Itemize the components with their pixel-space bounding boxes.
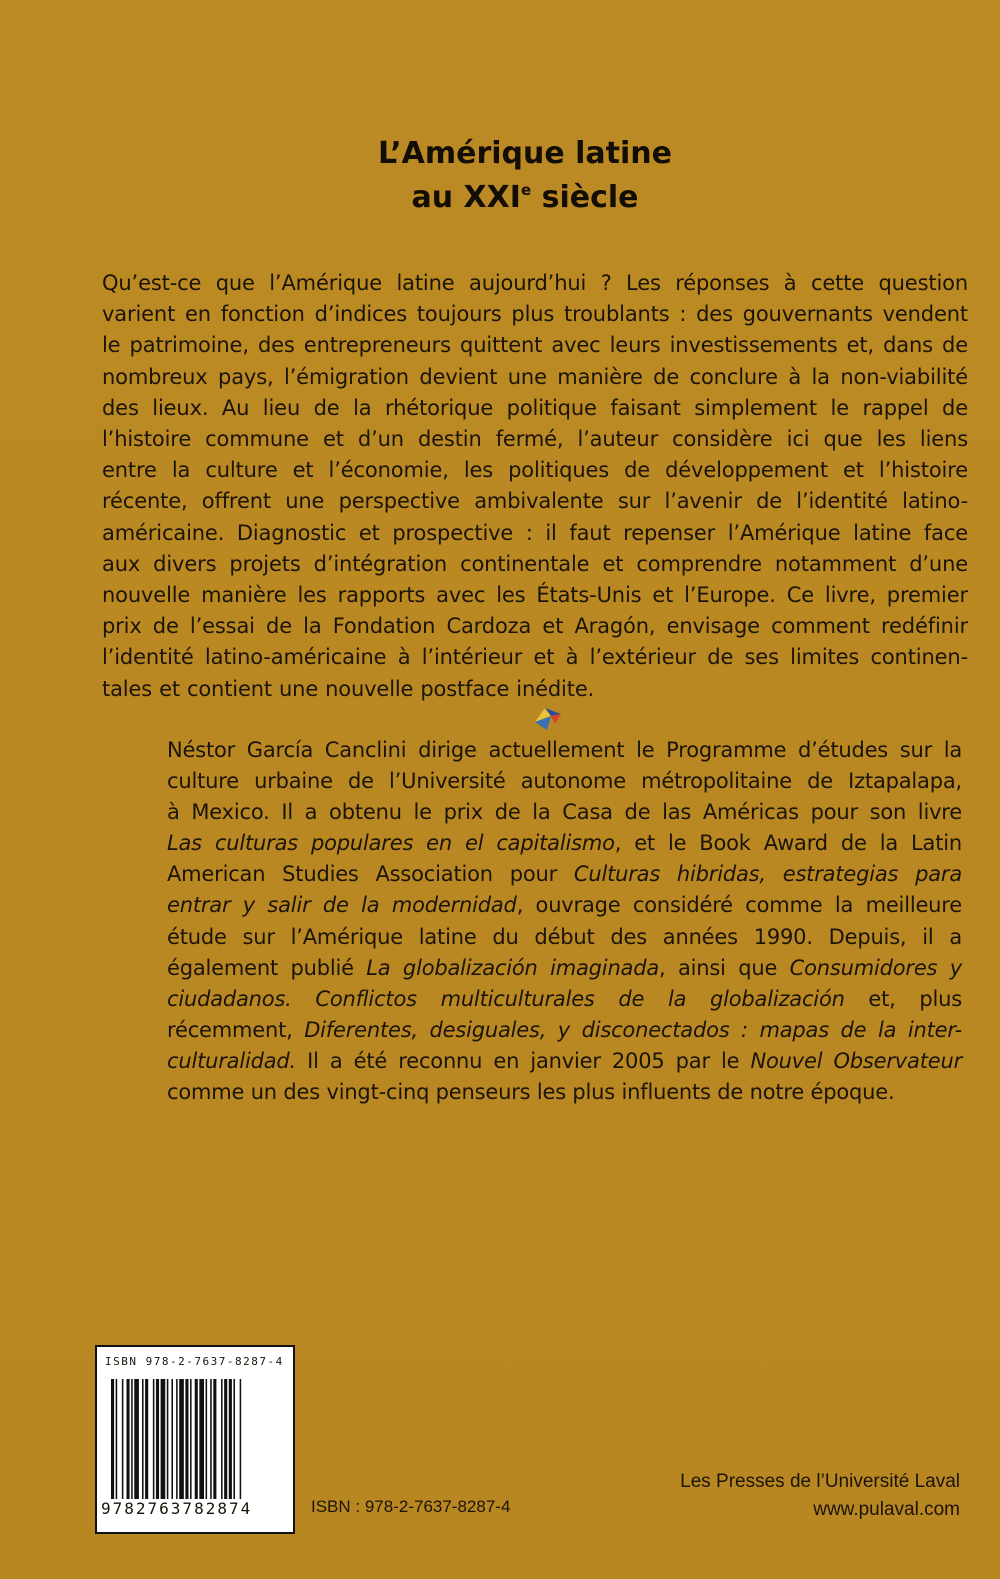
summary-line: américaine. Diagnostic et prospective : il faut repenser l’Amérique latine face — [102, 520, 968, 545]
bio-text: , et le Book Award de la Latin — [614, 831, 962, 856]
book-title-italic: Culturas hibridas, estrategias para — [573, 862, 962, 887]
bio-text: American Studies Association pour — [167, 862, 574, 887]
barcode-bar — [134, 1379, 139, 1499]
summary-line: tales et contient une nouvelle postface inédite. — [102, 676, 595, 701]
barcode-bar — [161, 1379, 166, 1499]
book-title-italic: ciudadanos. Conflictos multiculturales de la globalización — [167, 986, 845, 1011]
publisher-name: Les Presses de l’Université Laval — [680, 1471, 960, 1492]
summary-line: l’histoire commune et d’un destin fermé, l’auteur considère ici que les liens — [102, 427, 968, 452]
author-bio — [167, 735, 962, 1108]
title-line-2 — [300, 176, 750, 220]
summary-paragraph — [102, 268, 968, 705]
barcode-bar — [190, 1379, 192, 1499]
barcode — [111, 1379, 283, 1499]
book-title-italic: La globalización imaginada — [366, 955, 660, 980]
book-title-italic: Consumidores y — [789, 955, 962, 980]
bio-text: et, plus — [844, 986, 962, 1011]
barcode-bar — [199, 1379, 204, 1499]
title-superscript: e — [520, 181, 532, 199]
bio-line: Néstor García Canclini dirige actuellement le Programme d’études sur la — [167, 738, 962, 762]
summary-line: récente, offrent une perspective ambivalente sur l’avenir de l’identité latino- — [102, 489, 968, 514]
barcode-number: 9782763782874 — [101, 1499, 253, 1518]
barcode-bar — [127, 1379, 130, 1499]
barcode-bar — [210, 1379, 212, 1499]
bio-text: , ainsi que — [659, 955, 790, 980]
bio-text: récemment, — [167, 1017, 305, 1042]
bio-line — [167, 890, 962, 921]
bio-text: également publié — [167, 955, 367, 980]
barcode-bar — [156, 1379, 159, 1499]
publisher-block — [680, 1468, 960, 1524]
book-title-italic: culturalidad. — [167, 1048, 297, 1073]
bio-line — [167, 1015, 962, 1046]
barcode-bar — [185, 1379, 188, 1499]
title-century-text: au XXI — [411, 180, 521, 215]
barcode-bar — [195, 1379, 198, 1499]
barcode-bar — [179, 1379, 184, 1499]
bio-line — [167, 953, 962, 984]
barcode-bar — [224, 1379, 227, 1499]
summary-line: des lieux. Au lieu de la rhétorique politique faisant simplement le rappel de — [102, 395, 968, 420]
barcode-bar — [142, 1379, 144, 1499]
barcode-bar — [229, 1379, 232, 1499]
barcode-bar — [145, 1379, 148, 1499]
summary-line: varient en fonction d’indices toujours plus troublants : des gouvernants vendent — [102, 302, 968, 327]
isbn-bottom-label: ISBN : 978-2-7637-8287-4 — [311, 1497, 511, 1516]
barcode-bar — [167, 1379, 169, 1499]
bio-line: comme un des vingt-cinq penseurs les plus influents de notre époque. — [167, 1080, 895, 1105]
bio-line: étude sur l’Amérique latine du début des années 1990. Depuis, il a — [167, 924, 962, 949]
summary-line: l’identité latino-américaine à l’intérieur et à l’extérieur de ses limites continen- — [102, 645, 968, 670]
barcode-bar — [213, 1379, 216, 1499]
isbn-top-label: ISBN 978-2-7637-8287-4 — [105, 1355, 284, 1368]
barcode-box — [95, 1345, 295, 1534]
summary-line: le patrimoine, des entrepreneurs quittent avec leurs investissements et, dans de — [102, 333, 968, 358]
bio-text: Il a été reconnu en janvier 2005 par le — [296, 1048, 751, 1073]
barcode-bar — [233, 1379, 235, 1499]
barcode-bar — [131, 1379, 133, 1499]
summary-line: Qu’est-ce que l’Amérique latine aujourd’hui ? Les réponses à cette question — [102, 271, 968, 295]
magazine-title-italic: Nouvel Observateur — [750, 1048, 962, 1073]
publisher-logo-icon — [531, 704, 565, 732]
bio-line — [167, 828, 962, 859]
book-title — [300, 132, 750, 220]
bio-line — [167, 984, 962, 1015]
barcode-bar — [240, 1379, 242, 1499]
book-title-italic: entrar y salir de la modernidad — [167, 893, 517, 918]
summary-line: aux divers projets d’intégration continentale et comprendre notamment d’une — [102, 551, 968, 576]
summary-line: entre la culture et l’économie, les politiques de développement et l’histoire — [102, 458, 968, 483]
bio-text: , ouvrage considéré comme la meilleure — [516, 893, 962, 918]
barcode-bar — [171, 1379, 173, 1499]
barcode-bar — [176, 1379, 178, 1499]
bio-line — [167, 859, 962, 890]
summary-line: nombreux pays, l’émigration devient une manière de conclure à la non-viabilité — [102, 364, 968, 389]
barcode-bar — [122, 1379, 124, 1499]
title-line-1: L’Amérique latine — [378, 136, 672, 171]
book-title-italic: Las culturas populares en el capitalismo — [167, 831, 615, 856]
publisher-website[interactable]: www.pulaval.com — [813, 1499, 960, 1520]
barcode-bar — [111, 1379, 114, 1499]
bio-line: culture urbaine de l’Université autonome métropolitaine de Iztapalapa, — [167, 769, 962, 794]
barcode-bar — [221, 1379, 223, 1499]
bio-line: à Mexico. Il a obtenu le prix de la Casa de las Américas pour son livre — [167, 800, 962, 825]
barcode-bar — [116, 1379, 118, 1499]
bio-line — [167, 1046, 962, 1077]
title-siecle-text: siècle — [531, 180, 639, 215]
book-title-italic: Diferentes, desiguales, y disconectados : mapas de la inter- — [304, 1017, 962, 1042]
barcode-bar — [153, 1379, 155, 1499]
barcode-bar — [206, 1379, 208, 1499]
summary-line: nouvelle manière les rapports avec les États-Unis et l’Europe. Ce livre, premier — [102, 583, 968, 608]
summary-line: prix de l’essai de la Fondation Cardoza et Aragón, envisage comment redéfinir — [102, 614, 968, 639]
